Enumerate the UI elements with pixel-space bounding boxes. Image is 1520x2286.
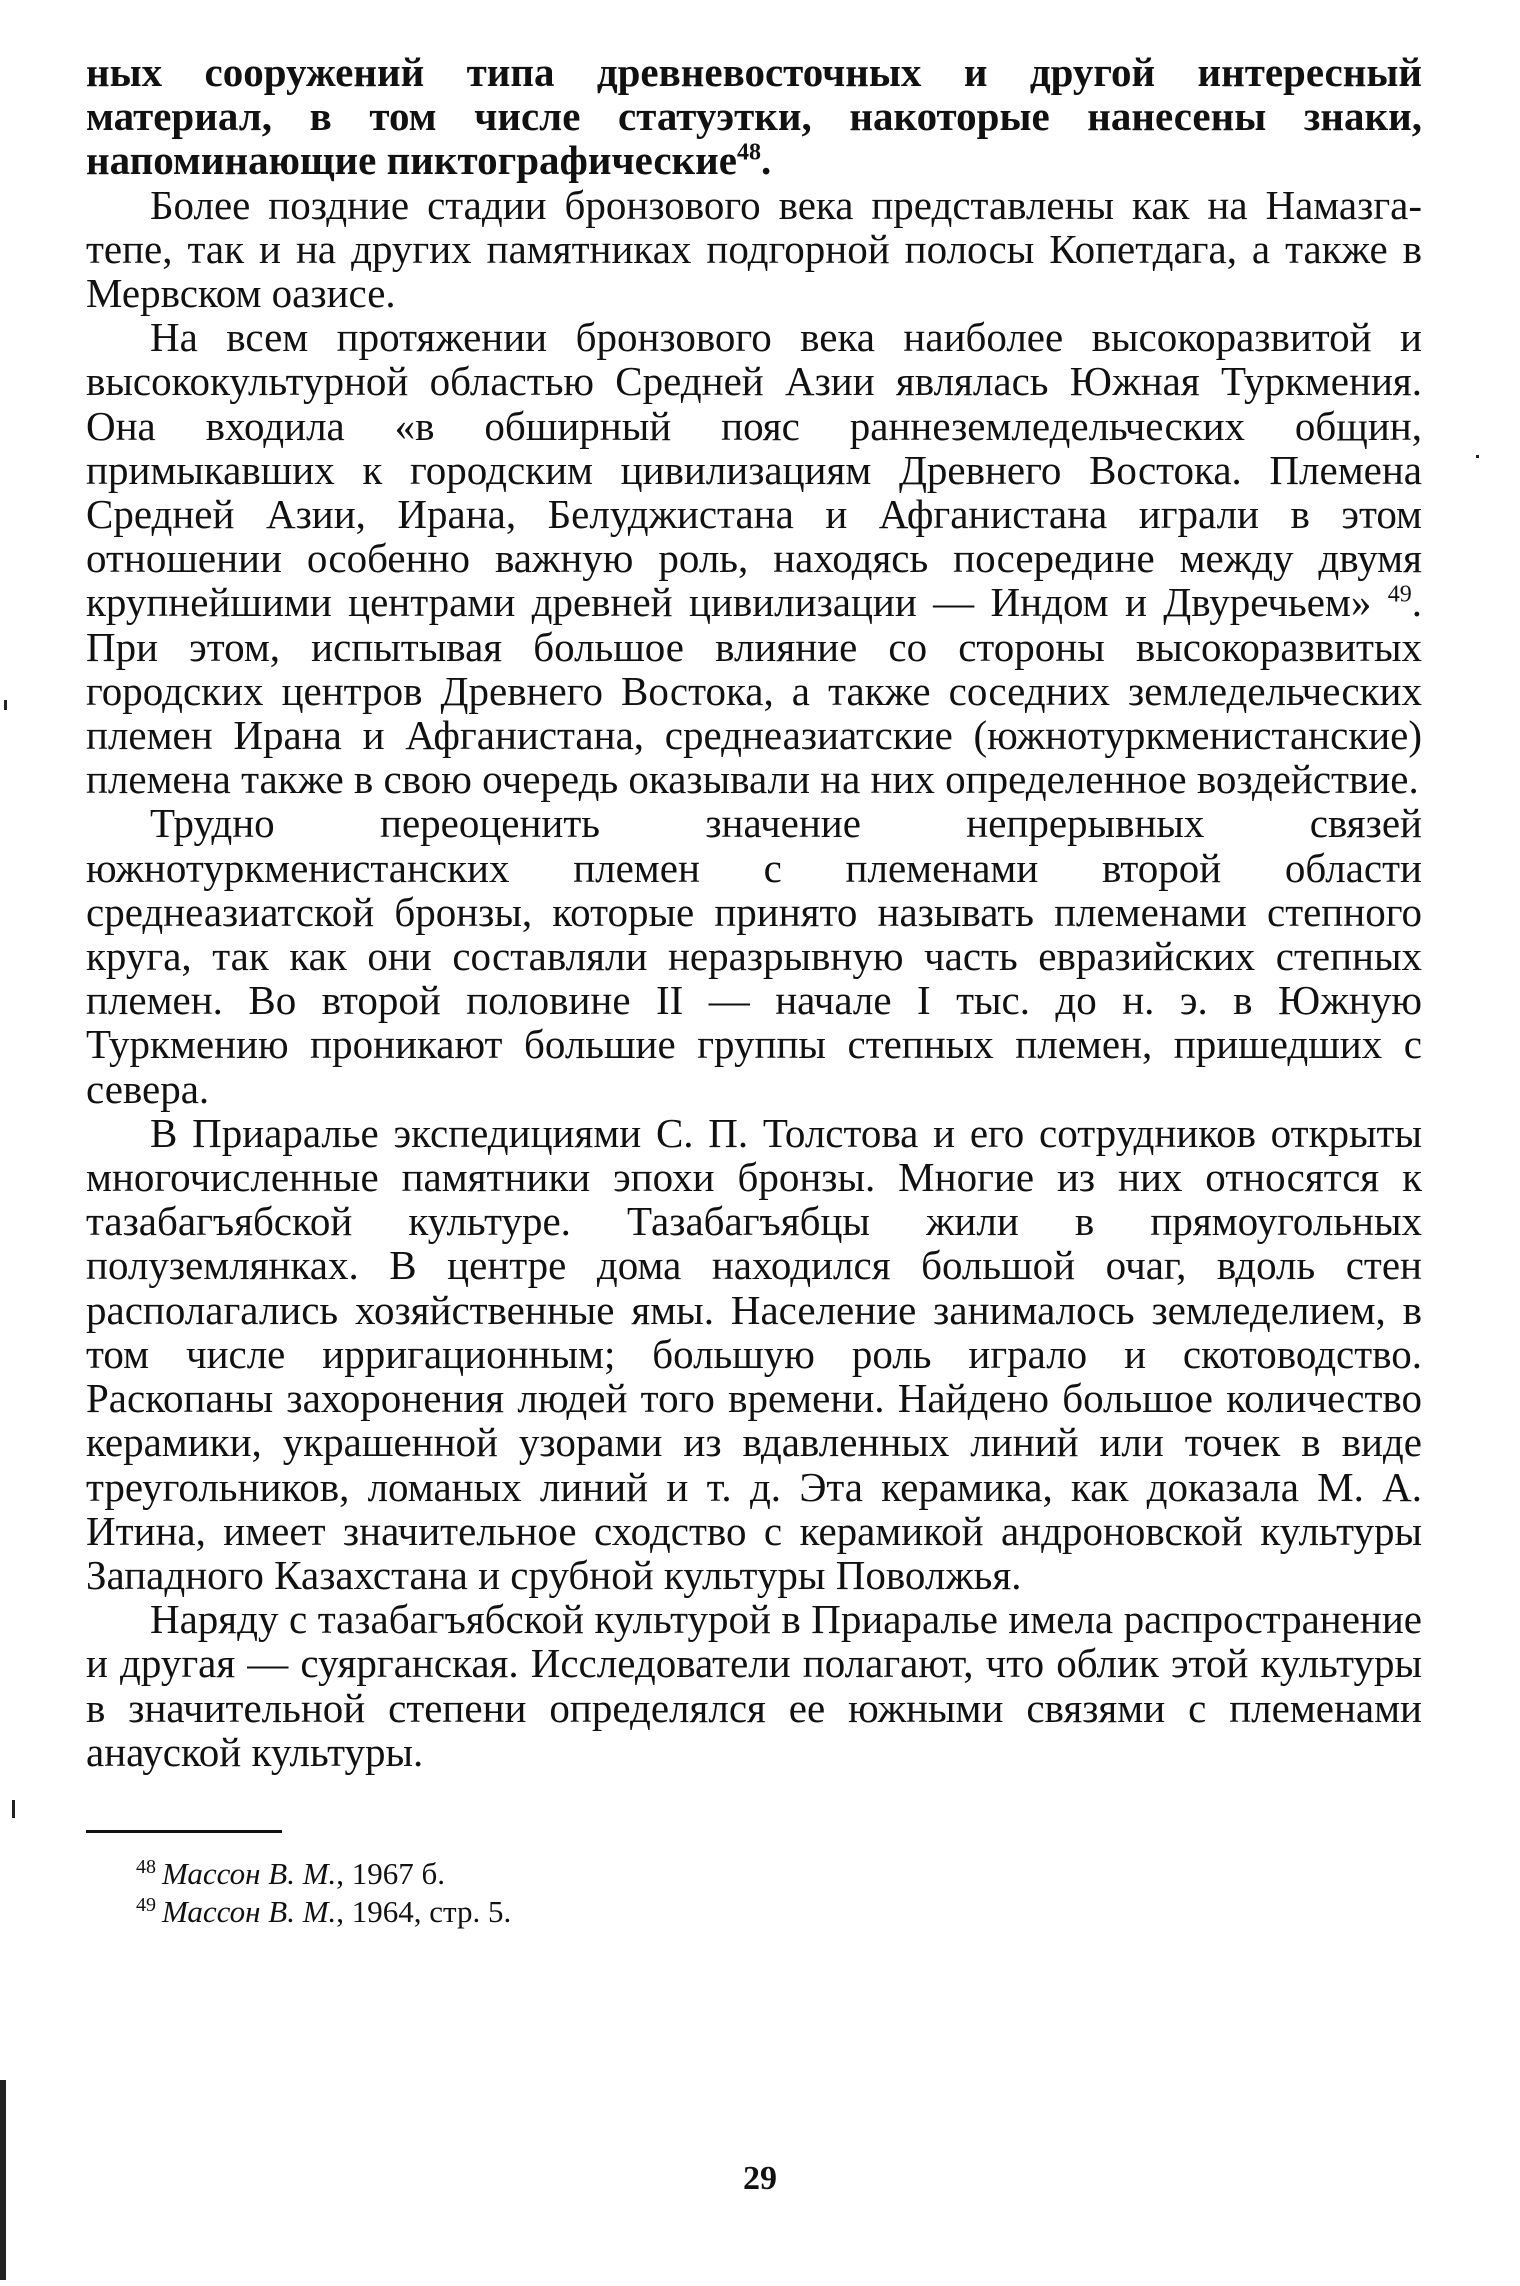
footnote-48-author: Массон В. М. [162,1855,337,1891]
paragraph-6-text: Наряду с тазабагъябской культурой в Приаралье имела распространение и другая — суярганская. Исследователи полагают, что облик этой культуры в значительной степени определялся ее южными связями с племенами анауской культуры. [86,1596,1422,1775]
page-number: 29 [743,2160,777,2197]
footnote-ref-48[interactable]: 48 [736,139,761,166]
paragraph-5-text: В Приаралье экспедициями С. П. Толстова и его сотрудников открыты многочисленные памятники эпохи бронзы. Многие из них относятся к тазабагъябской культуре. Тазабагъябцы жили в прямоугольных полуземлянках. В центре дома находился большой очаг, вдоль стен располагались хозяйственные ямы. Население занималось земледелием, в том числе ирригационным; большую роль играло и скотоводство. Раскопаны захоронения людей того времени. Найдено большое количество керамики, украшенной узорами из вдавленных линий или точек в виде треугольников, ломаных линий и т. д. Эта керамика, как доказала М. А. Итина, имеет значительное сходство с керамикой андроновской культуры Западного Казахстана и срубной культуры Поволжья. [86,1109,1422,1598]
paragraph-2-text: Более поздние стадии бронзового века представлены как на Намазга-тепе, так и на других памятниках подгорной полосы Копетдага, а также в Мервском оазисе. [86,181,1422,317]
paragraph-5 [86,1111,1422,1597]
footnote-49-number: 49 [136,1893,156,1916]
scan-mark [12,1800,15,1818]
paragraph-2 [86,183,1422,316]
paragraph-1-text: ных сооружений типа древневосточных и другой интересный материал, в том числе статуэтки, накоторые нанесены знаки, напоминающие пиктографические [86,49,1422,184]
paragraph-3 [86,315,1422,801]
paragraph-6 [86,1597,1422,1774]
page-body [86,50,1422,1931]
footnote-49-author: Массон В. М. [162,1893,337,1929]
footnote-49-ref: , 1964, стр. 5. [336,1893,512,1929]
scan-mark [0,2080,6,2280]
footnote-ref-49[interactable]: 49 [1387,581,1412,608]
footnote-48-ref: , 1967 б. [336,1855,446,1891]
paragraph-1 [86,50,1422,183]
paragraph-3-continuation: . При этом, испытывая большое влияние со стороны высокоразвитых городских центров Древнего Востока, а также соседних земледельческих племен Ирана и Афганистана, среднеазиатские (южнотуркменистанские) племена также в свою очередь оказывали на них определенное воздействие. [86,579,1422,803]
scan-mark [4,700,7,710]
footnote-49 [86,1893,1422,1931]
paragraph-4-text: Трудно переоценить значение непрерывных связей южнотуркменистанских племен с племенами второй области среднеазиатской бронзы, которые принято называть племенами степного круга, так как они составляли неразрывную часть евразийских степных племен. Во второй половине II — начале I тыс. до н. э. в Южную Туркмению проникают большие группы степных племен, пришедших с севера. [86,800,1422,1112]
paragraph-3-text: На всем протяжении бронзового века наиболее высокоразвитой и высококультурной областью Средней Азии являлась Южная Туркмения. Она входила «в обширный пояс раннеземледельческих общин, примыкавших к городским цивилизациям Древнего Востока. Племена Средней Азии, Ирана, Белуджистана и Афганистана играли в этом отношении особенно важную роль, находясь посередине между двумя крупнейшими центрами древней цивилизации — Индом и Двуречьем» [86,314,1422,626]
footnote-divider [86,1830,282,1833]
scan-mark [1476,455,1479,458]
paragraph-1-end: . [760,137,772,184]
footnote-48 [86,1855,1422,1893]
paragraph-4 [86,801,1422,1110]
footnote-48-number: 48 [136,1855,156,1878]
